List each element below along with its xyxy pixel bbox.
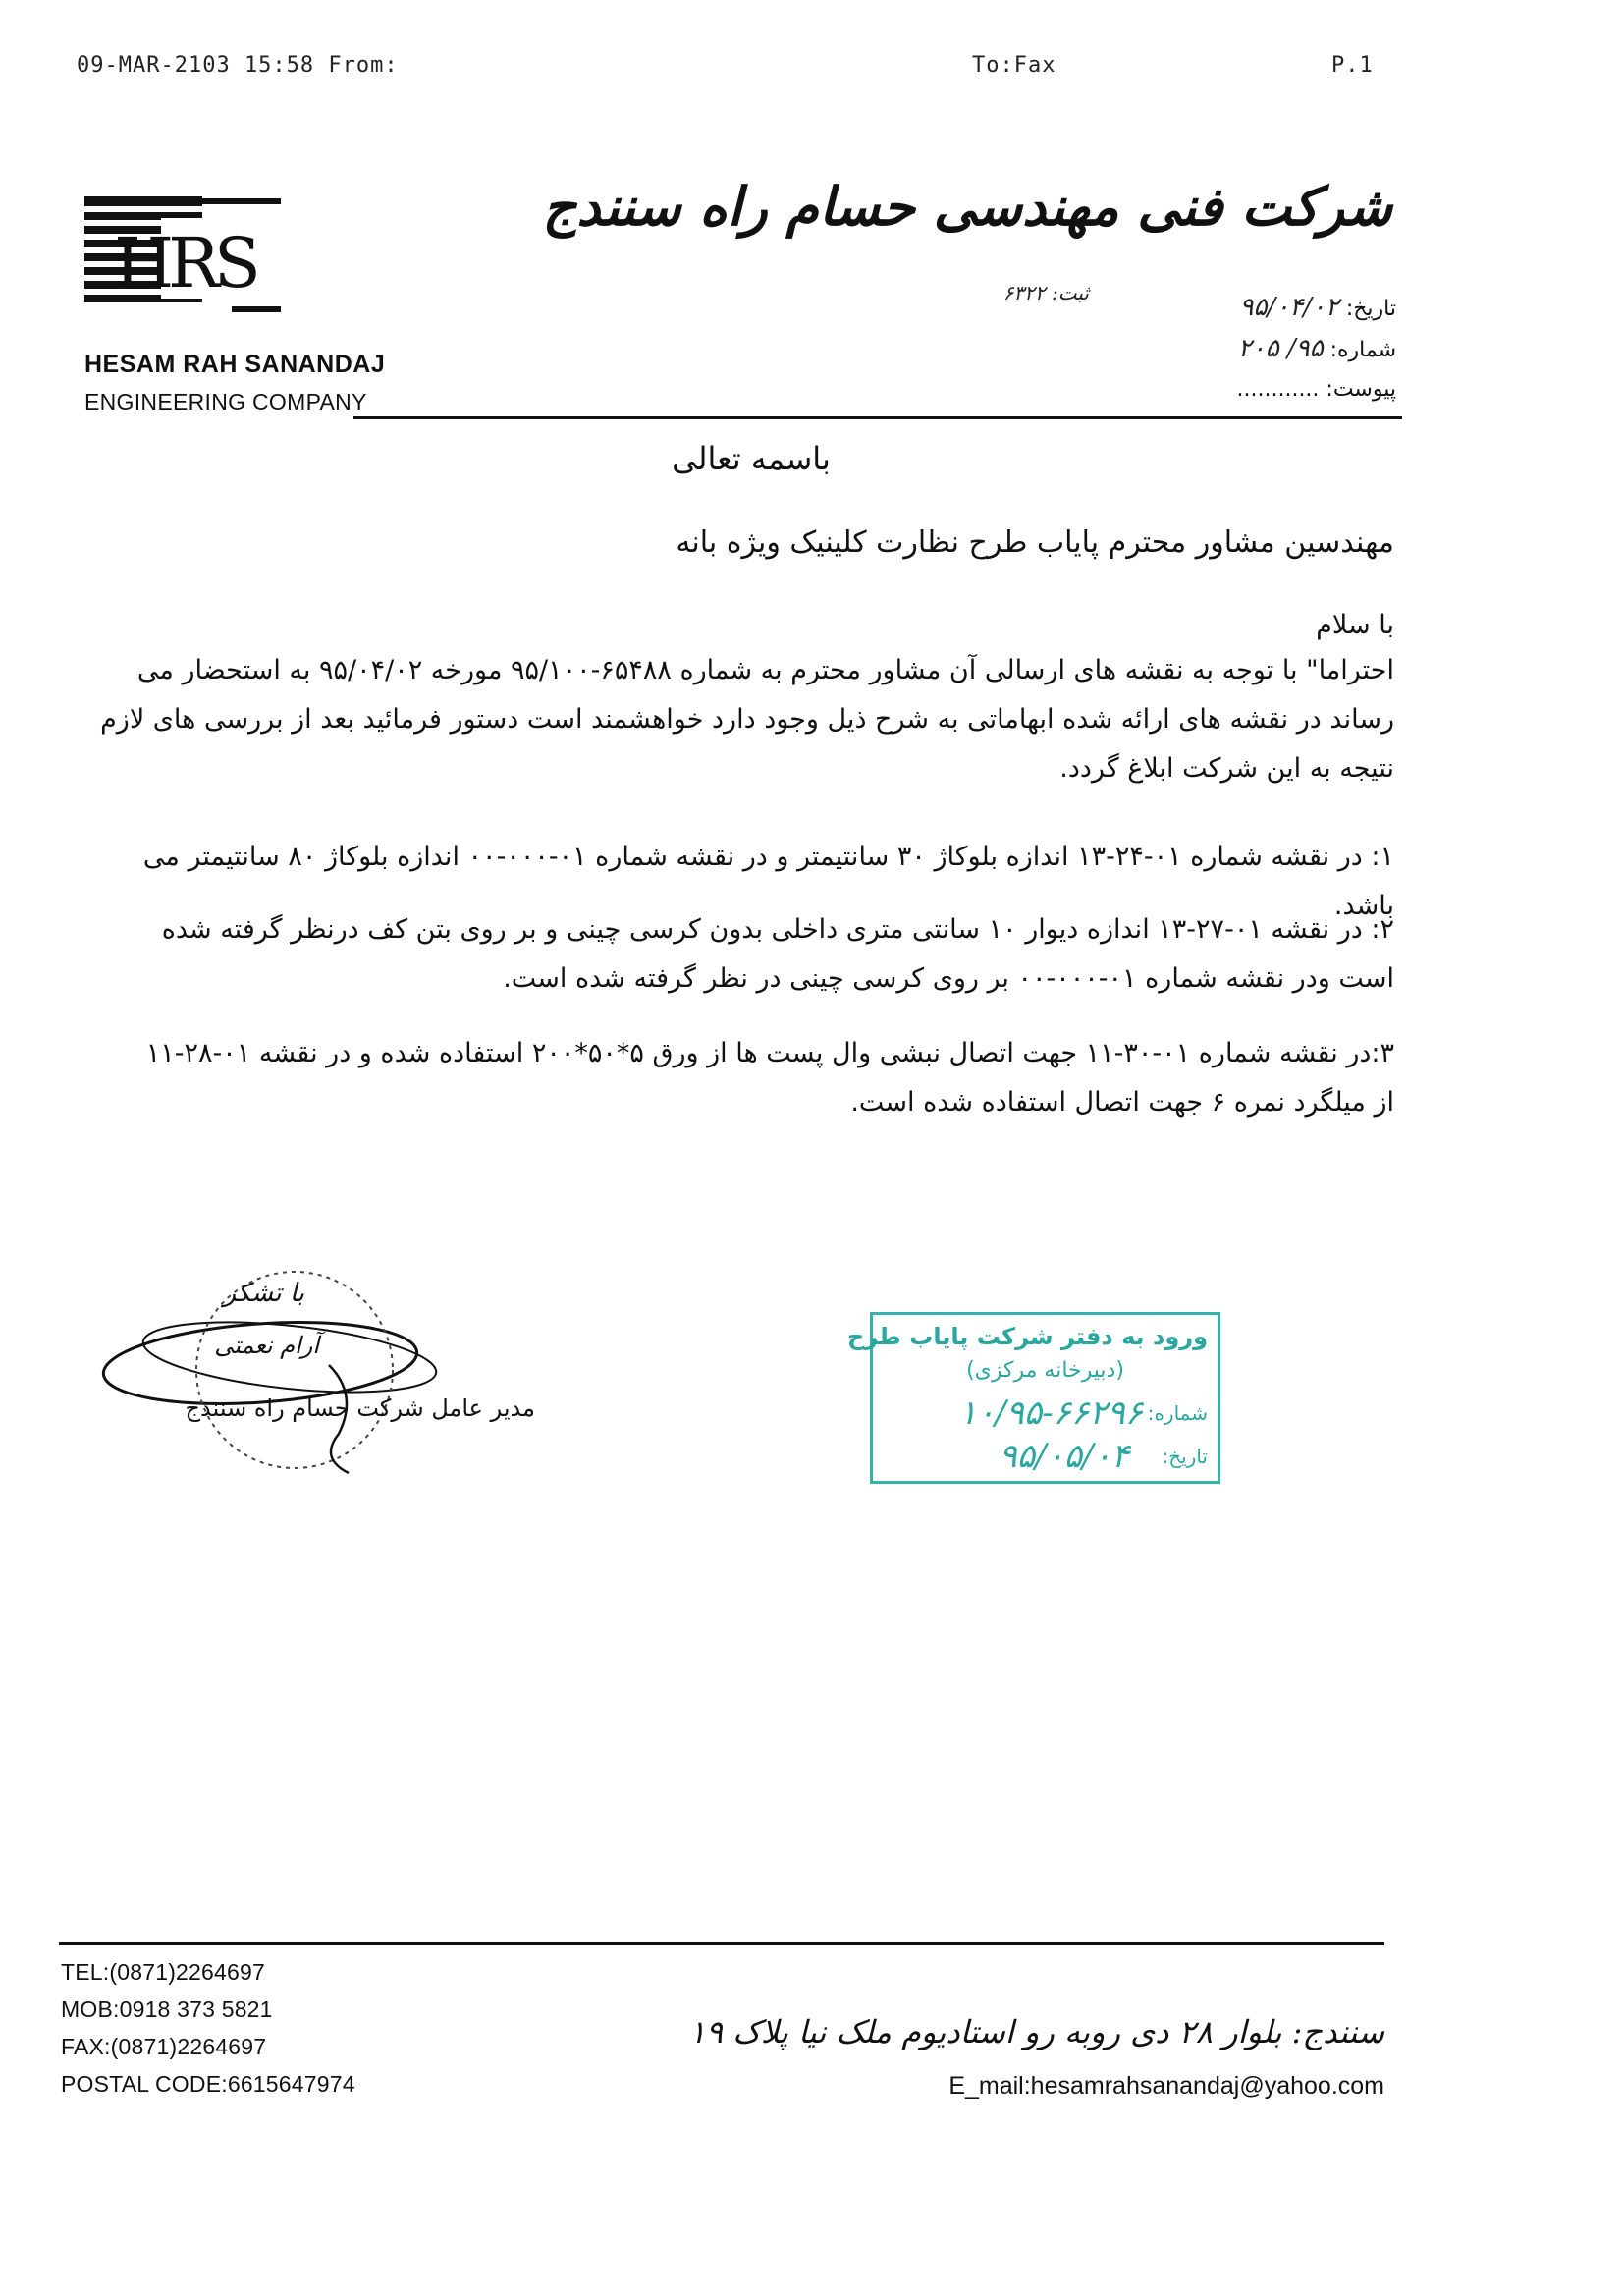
greeting: با سلام xyxy=(1316,610,1394,640)
item-3: ۳:در نقشه شماره ۰۱-۳۰-۱۱ جهت اتصال نبشی وال پست ها از ورق ۵*۵۰*۲۰۰ استفاده شده و در نقشه ۰۱-۲۸-۱۱ از میلگرد نمره ۶ جهت اتصال استفاده شده است. xyxy=(145,1038,1394,1118)
footer-mob: MOB:0918 373 5821 xyxy=(61,1996,273,2022)
fax-datetime: 09-MAR-2103 15:58 From: xyxy=(77,53,399,78)
stamp-number-value: ۱۰/۹۵-۶۶۲۹۶ xyxy=(958,1394,1143,1433)
logo-mark-graphic xyxy=(84,196,291,314)
number-value: ۹۵/ ۲۰۵ xyxy=(1237,334,1324,363)
stamp-date-value: ۹۵/۰۵/۰۴ xyxy=(999,1437,1129,1476)
receipt-stamp xyxy=(847,1312,1220,1484)
footer-fax: FAX:(0871)2264697 xyxy=(61,2034,267,2059)
fax-to: To:Fax xyxy=(972,53,1056,78)
header-divider xyxy=(353,416,1402,419)
logo-mark: HRS xyxy=(114,223,255,303)
attachment-label: پیوست: xyxy=(1326,377,1396,402)
stamp-title: ورود به دفتر شرکت پایاب طرح xyxy=(847,1323,1208,1350)
attachment-line xyxy=(1237,377,1397,402)
footer-divider xyxy=(59,1942,1384,1945)
stamp-subtitle: (دبیرخانه مرکزی) xyxy=(966,1358,1124,1383)
attachment-value: ............ xyxy=(1236,377,1320,402)
footer-address: سنندج: بلوار ۲۸ دی روبه رو استادیوم ملک نیا پلاک ۱۹ xyxy=(688,2013,1384,2050)
signature-thanks: با تشکر xyxy=(223,1279,304,1308)
company-logo xyxy=(84,196,291,314)
signature-role: مدیر عامل شرکت حسام راه سنندج xyxy=(185,1394,535,1422)
stamp-date-label: تاریخ: xyxy=(1162,1445,1208,1468)
footer-postal: POSTAL CODE:6615647974 xyxy=(61,2071,355,2097)
stamp-number-label: شماره: xyxy=(1147,1401,1208,1425)
number-label: شماره: xyxy=(1329,338,1396,362)
paragraph-1: احتراما" با توجه به نقشه های ارسالی آن مشاور محترم به شماره ۶۵۴۸۸-۹۵/۱۰۰ مورخه ۹۵/۰۴/۰۲ به استحضار می رساند در نقشه های ارائه شده ابهاماتی به شرح ذیل وجود دارد خواهشمند است دستور فرمائید بعد از بررسی های لازم نتیجه به این شرکت ابلاغ گردد. xyxy=(100,655,1394,784)
invocation: باسمه تعالی xyxy=(672,440,831,477)
footer-tel: TEL:(0871)2264697 xyxy=(61,1959,265,1985)
company-name-fa: شرکت فنی مهندسی حسام راه سنندج xyxy=(542,175,1392,238)
logo-company-name: HESAM RAH SANANDAJ xyxy=(84,351,386,378)
logo-company-subtitle: ENGINEERING COMPANY xyxy=(84,389,367,414)
fax-page: P.1 xyxy=(1331,53,1374,78)
recipient: مهندسین مشاور محترم پایاب طرح نظارت کلینیک ویژه بانه xyxy=(676,525,1394,560)
paragraph-main xyxy=(88,646,1394,793)
signature-block xyxy=(93,1247,535,1493)
date-label: تاریخ: xyxy=(1345,297,1396,321)
registration-number: ثبت: ۶۳۲۲ xyxy=(1002,281,1089,304)
footer-email: E_mail:hesamrahsanandaj@yahoo.com xyxy=(948,2072,1384,2100)
date-line xyxy=(1240,293,1397,322)
item-1: ۱: در نقشه شماره ۰۱-۲۴-۱۳ اندازه بلوکاژ ۳۰ سانتیمتر و در نقشه شماره ۰۱-۰۰۰-۰۰ اندازه بلوکاژ ۸۰ سانتیمتر می باشد. xyxy=(142,842,1394,921)
number-line xyxy=(1238,334,1396,363)
item-2: ۲: در نقشه ۰۱-۲۷-۱۳ اندازه دیوار ۱۰ سانتی متری داخلی بدون کرسی چینی و بر روی بتن کف درنظر گرفته شده است ودر نقشه شماره ۰۱-۰۰۰-۰۰ بر روی کرسی چینی در نظر گرفته شده است. xyxy=(161,914,1394,994)
signature-name: آرام نعمتی xyxy=(214,1332,319,1359)
date-value: ۹۵/۰۴/۰۲ xyxy=(1239,293,1339,322)
